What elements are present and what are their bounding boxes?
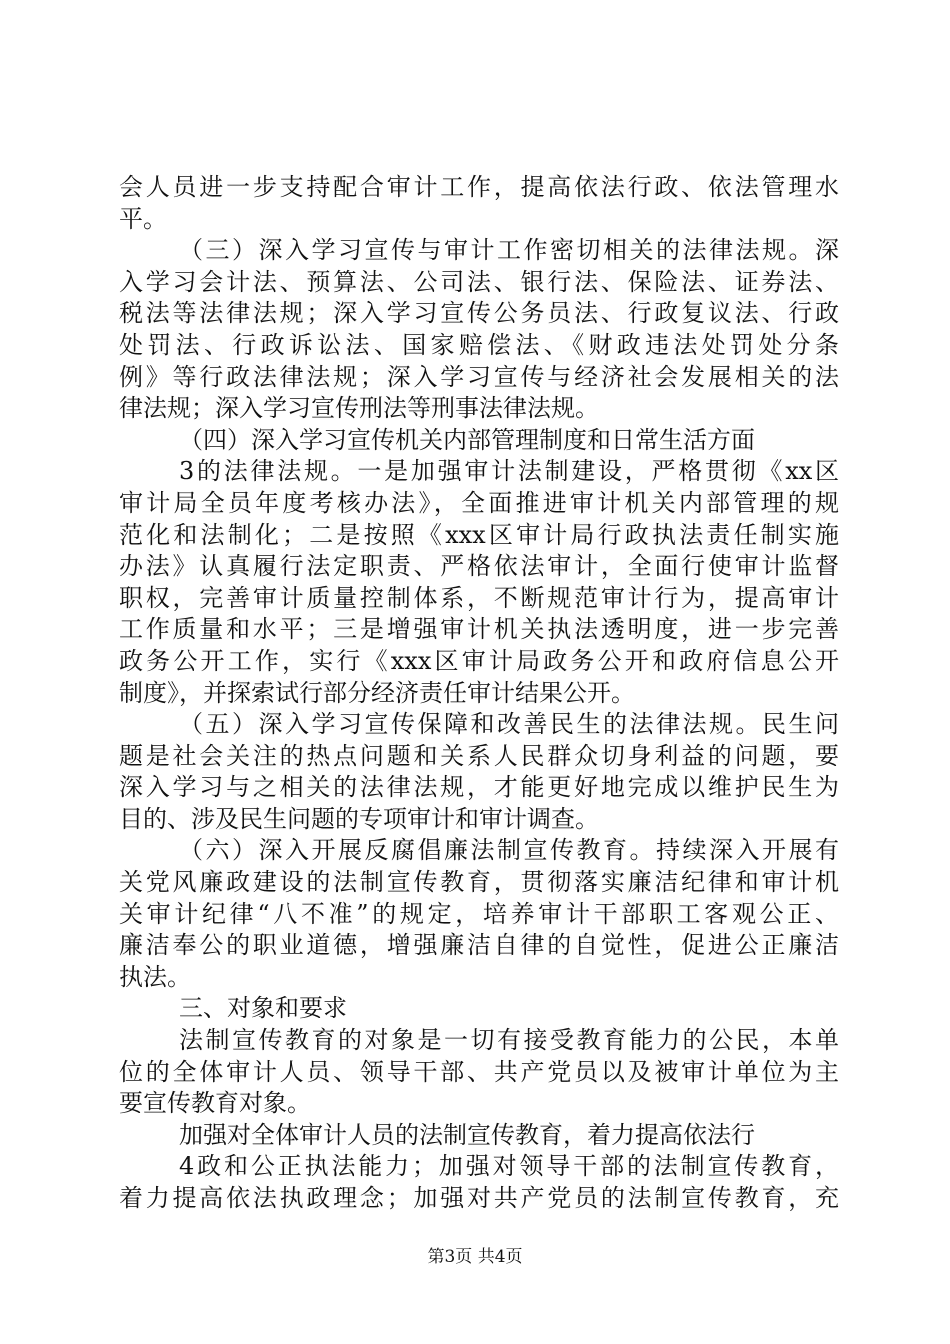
text-line: 制度》，并探索试行部分经济责任审计结果公开。: [119, 678, 635, 707]
text-line: 深入学习与之相关的法律法规，才能更好地完成以维护民生为: [119, 773, 839, 802]
text-line: 律法规；深入学习宣传刑法等刑事法律法规。: [119, 394, 599, 423]
text-line: 三、对象和要求: [179, 994, 347, 1023]
text-line: （四）深入学习宣传机关内部管理制度和日常生活方面: [179, 425, 755, 454]
text-line: 法制宣传教育的对象是一切有接受教育能力的公民，本单: [179, 1026, 839, 1055]
text-line: （六）深入开展反腐倡廉法制宣传教育。持续深入开展有: [179, 836, 839, 865]
text-line: 税法等法律法规；深入学习宣传公务员法、行政复议法、行政: [119, 299, 839, 328]
document-body: [119, 172, 839, 1215]
text-line: 职权，完善审计质量控制体系，不断规范审计行为，提高审计: [119, 583, 839, 612]
text-line: 会人员进一步支持配合审计工作，提高依法行政、依法管理水: [119, 173, 839, 201]
text-line: 平。: [119, 204, 167, 233]
text-line: 3的法律法规。一是加强审计法制建设，严格贯彻《xx区: [179, 457, 839, 486]
text-line: 题是社会关注的热点问题和关系人民群众切身利益的问题，要: [119, 741, 839, 770]
text-line: 关审计纪律“八不准”的规定，培养审计干部职工客观公正、: [119, 899, 839, 928]
text-line: 廉洁奉公的职业道德，增强廉洁自律的自觉性，促进公正廉洁: [119, 931, 839, 960]
text-line: 工作质量和水平；三是增强审计机关执法透明度，进一步完善: [119, 615, 839, 644]
text-line: 范化和法制化；二是按照《xxx区审计局行政执法责任制实施: [119, 520, 839, 549]
text-line: 入学习会计法、预算法、公司法、银行法、保险法、证券法、: [119, 267, 839, 296]
text-line: 要宣传教育对象。: [119, 1089, 311, 1118]
text-line: 着力提高依法执政理念；加强对共产党员的法制宣传教育，充: [119, 1184, 839, 1212]
text-line: 关党风廉政建设的法制宣传教育，贯彻落实廉洁纪律和审计机: [119, 868, 839, 897]
text-line: 目的、涉及民生问题的专项审计和审计调查。: [119, 804, 599, 833]
text-line: （五）深入学习宣传保障和改善民生的法律法规。民生问: [179, 710, 839, 739]
text-line: 执法。: [119, 962, 191, 991]
text-line: 位的全体审计人员、领导干部、共产党员以及被审计单位为主: [119, 1057, 839, 1086]
text-line: 政务公开工作，实行《xxx区审计局政务公开和政府信息公开: [119, 646, 839, 675]
text-line: 审计局全员年度考核办法》，全面推进审计机关内部管理的规: [119, 488, 839, 517]
page-footer: 第3页 共4页: [427, 1247, 523, 1267]
text-line: 处罚法、行政诉讼法、国家赔偿法、《财政违法处罚处分条: [119, 330, 839, 359]
text-line: 办法》认真履行法定职责、严格依法审计，全面行使审计监督: [119, 552, 839, 581]
text-line: （三）深入学习宣传与审计工作密切相关的法律法规。深: [179, 236, 839, 265]
text-line: 例》等行政法律法规；深入学习宣传与经济社会发展相关的法: [119, 362, 839, 391]
text-line: 4政和公正执法能力；加强对领导干部的法制宣传教育，: [179, 1152, 839, 1181]
text-line: 加强对全体审计人员的法制宣传教育，着力提高依法行: [179, 1120, 755, 1149]
